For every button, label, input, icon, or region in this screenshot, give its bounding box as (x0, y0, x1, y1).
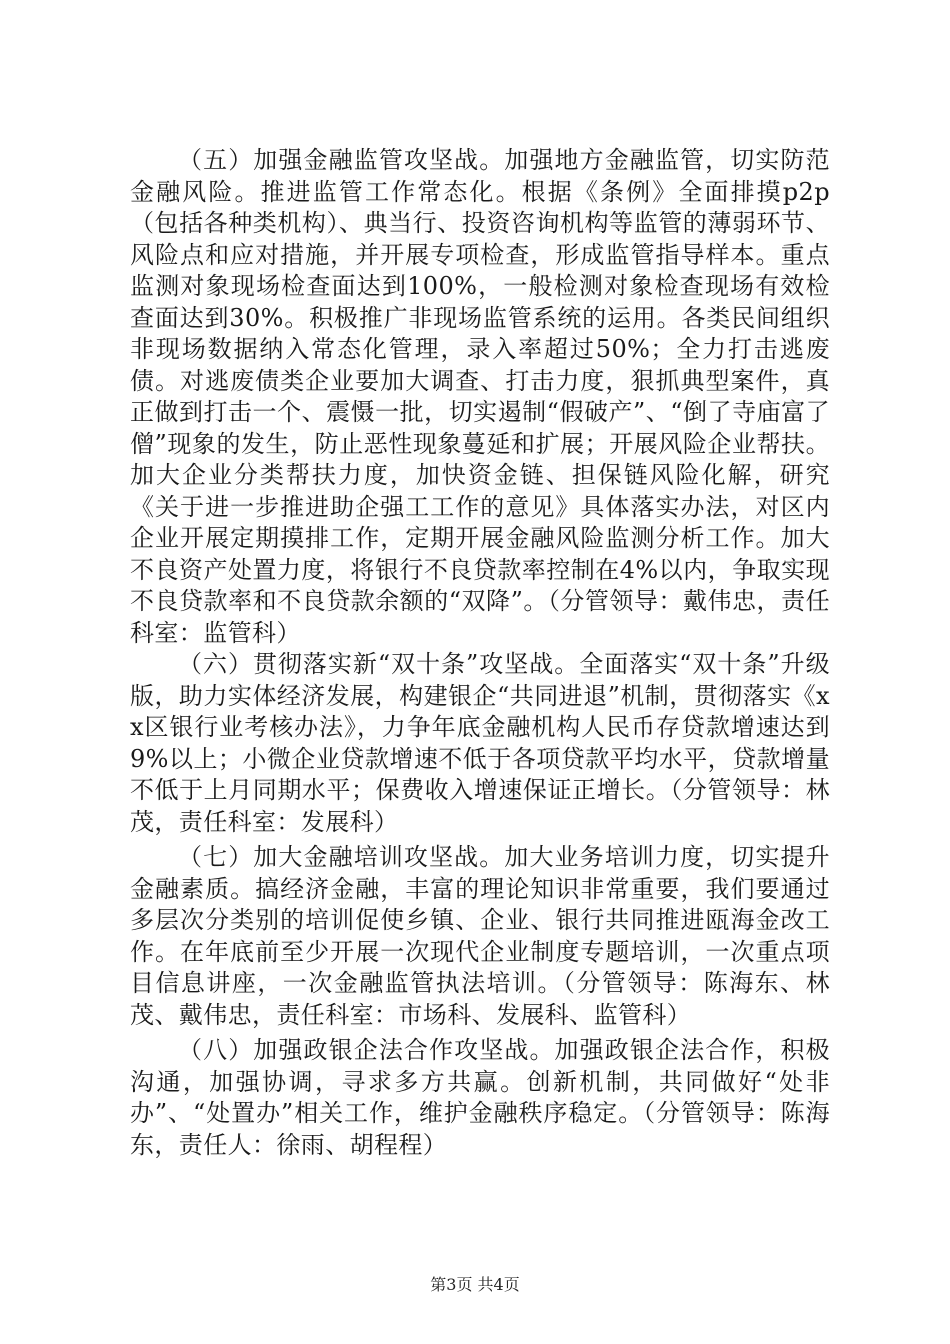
paragraph-section-6: （六）贯彻落实新“双十条”攻坚战。全面落实“双十条”升级版，助力实体经济发展，构建银企“共同进退”机制，贯彻落实《xx区银行业考核办法》，力争年底金融机构人民币存贷款增速达到9%以上；小微企业贷款增速不低于各项贷款平均水平，贷款增量不低于上月同期水平；保费收入增速保证正增长。（分管领导：林茂，责任科室：发展科） (130, 650, 830, 836)
paragraph-section-8: （八）加强政银企法合作攻坚战。加强政银企法合作，积极沟通，加强协调，寻求多方共赢。创新机制，共同做好“处非办”、“处置办”相关工作，维护金融秩序稳定。（分管领导：陈海东，责任人：徐雨、胡程程） (130, 1036, 830, 1159)
paragraph-section-5: （五）加强金融监管攻坚战。加强地方金融监管，切实防范金融风险。推进监管工作常态化。根据《条例》全面排摸p2p（包括各种类机构）、典当行、投资咨询机构等监管的薄弱环节、风险点和应对措施，并开展专项检查，形成监管指导样本。重点监测对象现场检查面达到100%，一般检测对象检查现场有效检查面达到30%。积极推广非现场监管系统的运用。各类民间组织非现场数据纳入常态化管理，录入率超过50%；全力打击逃废债。对逃废债类企业要加大调查、打击力度，狠抓典型案件，真正做到打击一个、震慑一批，切实遏制“假破产”、“倒了寺庙富了僧”现象的发生，防止恶性现象蔓延和扩展；开展风险企业帮扶。加大企业分类帮扶力度，加快资金链、担保链风险化解，研究《关于进一步推进助企强工工作的意见》具体落实办法，对区内企业开展定期摸排工作，定期开展金融风险监测分析工作。加大不良资产处置力度，将银行不良贷款率控制在4%以内，争取实现不良贷款率和不良贷款余额的“双降”。（分管领导：戴伟忠，责任科室：监管科） (130, 146, 830, 647)
document-body (130, 145, 830, 1161)
page-number-footer: 第3页 共4页 (430, 1275, 520, 1294)
paragraph-section-7: （七）加大金融培训攻坚战。加大业务培训力度，切实提升金融素质。搞经济金融，丰富的理论知识非常重要，我们要通过多层次分类别的培训促使乡镇、企业、银行共同推进瓯海金改工作。在年底前至少开展一次现代企业制度专题培训，一次重点项目信息讲座，一次金融监管执法培训。（分管领导：陈海东、林茂、戴伟忠，责任科室：市场科、发展科、监管科） (130, 843, 830, 1029)
